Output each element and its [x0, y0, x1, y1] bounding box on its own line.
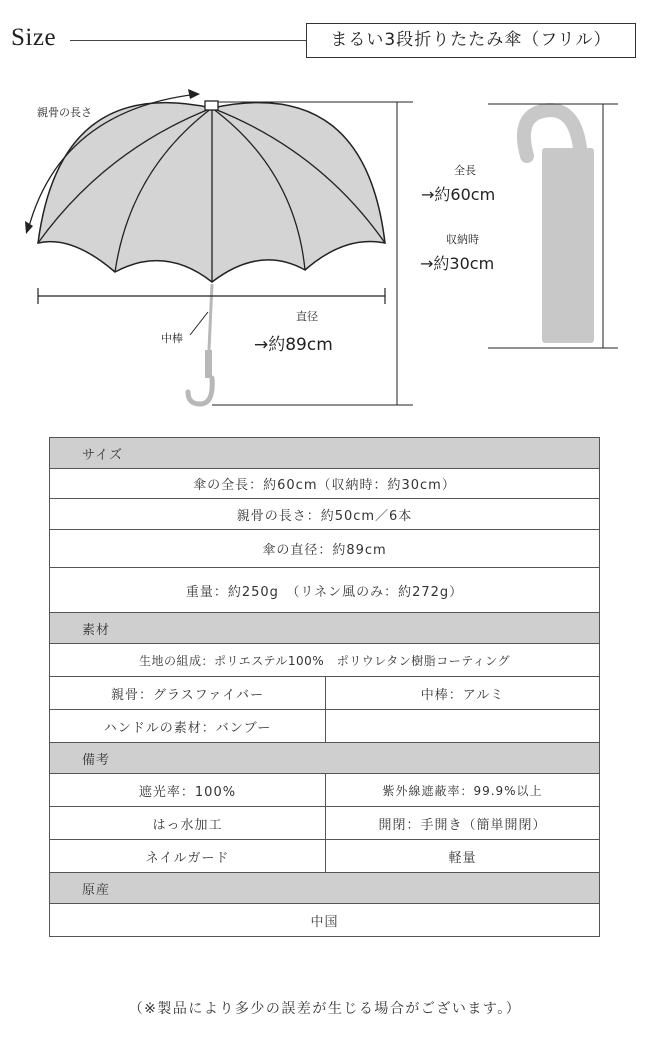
- section-header-size: [50, 438, 600, 469]
- umbrella-figure: [0, 0, 650, 430]
- folded-umbrella-body: [542, 148, 594, 343]
- spec-uv-rate: 紫外線遮蔽率：99.9%以上: [326, 774, 600, 807]
- umbrella-handle: [205, 350, 212, 378]
- table-row: [50, 568, 600, 613]
- arrowhead-top: [188, 89, 200, 99]
- section-header-notes: [50, 743, 600, 774]
- spec-fabric: 生地の組成：ポリエステル100% ポリウレタン樹脂コーティング: [50, 644, 600, 677]
- section-title: 素材: [50, 613, 600, 644]
- shaft-label: 中棒: [161, 332, 183, 345]
- spec-shaft-material: 中棒：アルミ: [326, 677, 600, 710]
- spec-total-length: 傘の全長：約60cm（収納時：約30cm）: [50, 469, 600, 499]
- folded-length-label: 収納時: [446, 233, 479, 246]
- spec-table: [49, 437, 600, 937]
- table-row: [50, 530, 600, 568]
- folded-length-value: →約30cm: [420, 254, 495, 273]
- section-title: 原産: [50, 873, 600, 904]
- footnote: （※製品により多少の誤差が生じる場合がございます。）: [128, 1001, 522, 1017]
- spec-empty-cell: [326, 710, 600, 743]
- total-length-label: 全長: [454, 164, 476, 177]
- table-row: [50, 710, 600, 743]
- spec-handle-material: ハンドルの素材：バンブー: [50, 710, 326, 743]
- section-title: サイズ: [50, 438, 600, 469]
- size-title: Size: [11, 24, 57, 51]
- spec-nail-guard: ネイルガード: [50, 840, 326, 873]
- section-header-origin: [50, 873, 600, 904]
- umbrella-shaft: [209, 284, 212, 350]
- rib-length-label: 親骨の長さ: [37, 106, 92, 119]
- spec-origin: 中国: [50, 904, 600, 937]
- table-row: [50, 840, 600, 873]
- spec-shading-rate: 遮光率：100%: [50, 774, 326, 807]
- spec-open-close: 開閉：手開き（簡単開閉）: [326, 807, 600, 840]
- spec-rib-length: 親骨の長さ：約50cm／6本: [50, 499, 600, 530]
- spec-diameter: 傘の直径：約89cm: [50, 530, 600, 568]
- table-row: [50, 677, 600, 710]
- umbrella-tip: [205, 101, 218, 110]
- table-row: [50, 774, 600, 807]
- spec-lightweight: 軽量: [326, 840, 600, 873]
- section-header-material: [50, 613, 600, 644]
- shaft-leader-line: [190, 312, 208, 335]
- diameter-label: 直径: [296, 310, 318, 323]
- table-row: [50, 499, 600, 530]
- table-row: [50, 904, 600, 937]
- spec-water-repellent: はっ水加工: [50, 807, 326, 840]
- arrowhead-bottom: [25, 221, 33, 234]
- table-row: [50, 469, 600, 499]
- total-length-value: →約60cm: [421, 185, 496, 204]
- product-name-box: まるい3段折りたたみ傘（フリル）: [306, 23, 636, 58]
- table-row: [50, 807, 600, 840]
- table-row: [50, 644, 600, 677]
- spec-weight: 重量：約250g （リネン風のみ：約272g）: [50, 568, 600, 613]
- section-title: 備考: [50, 743, 600, 774]
- spec-rib-material: 親骨：グラスファイバー: [50, 677, 326, 710]
- umbrella-handle-hook: [188, 378, 212, 404]
- diameter-value: →約89cm: [254, 335, 333, 355]
